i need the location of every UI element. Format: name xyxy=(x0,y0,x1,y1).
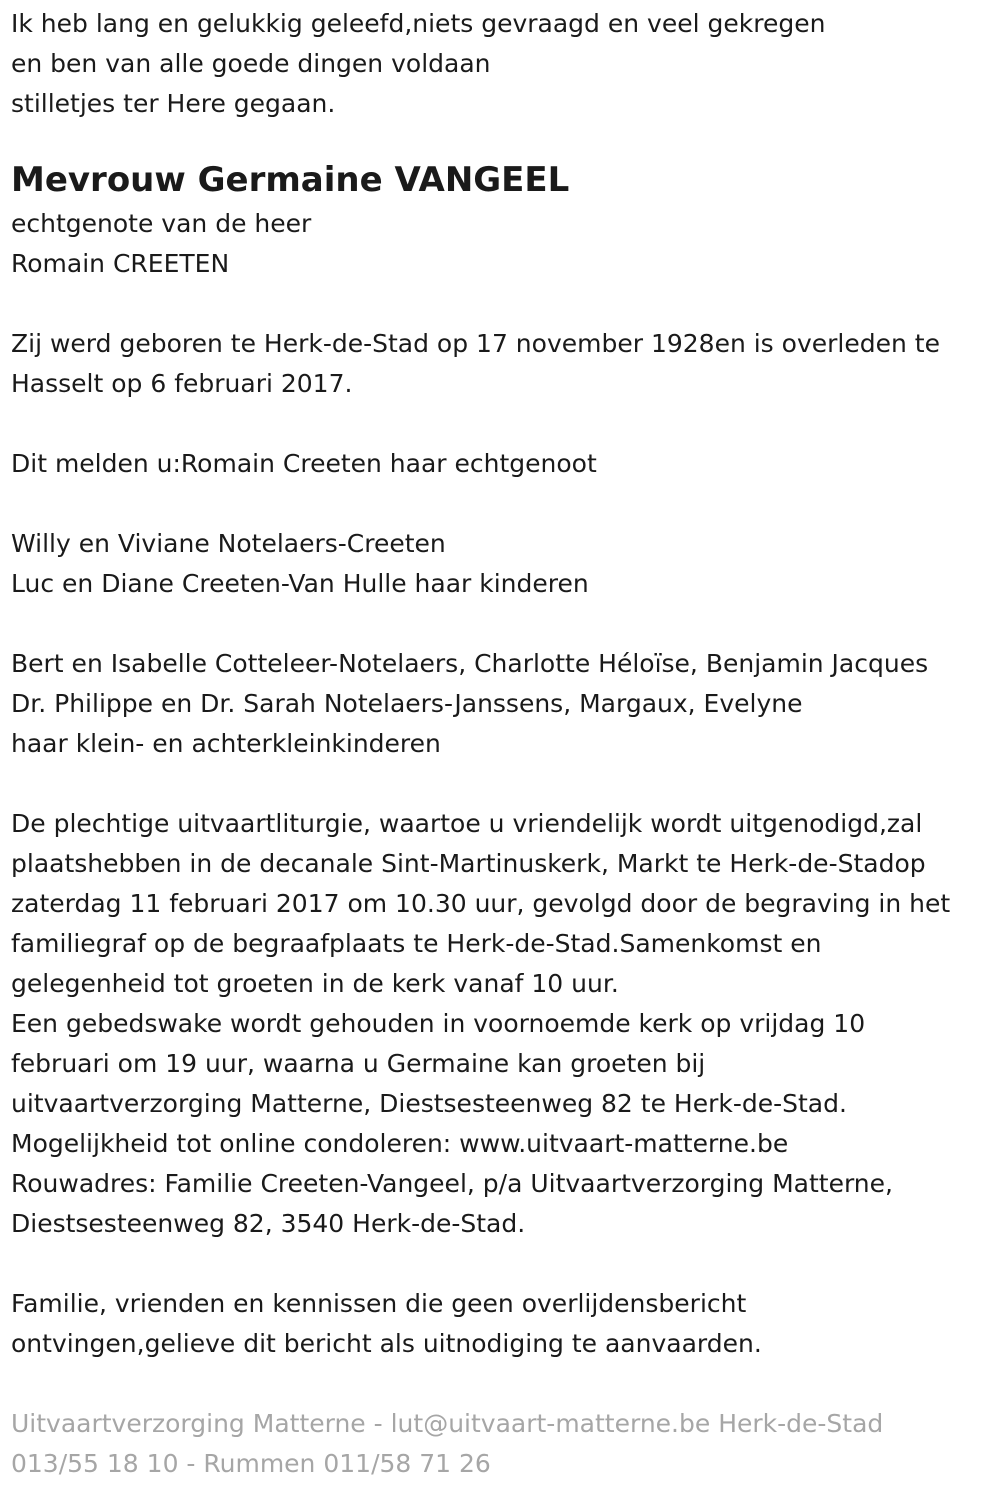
ceremony-line: De plechtige uitvaartliturgie, waartoe u vriendelijk wordt uitgenodigd,zal xyxy=(11,809,923,838)
ceremony-line: gelegenheid tot groeten in de kerk vanaf 10 uur. xyxy=(11,969,619,998)
ceremony-line: februari om 19 uur, waarna u Germaine kan groeten bij xyxy=(11,1049,706,1078)
spacer xyxy=(11,484,996,524)
funeral-home-footer xyxy=(11,1404,996,1484)
footer-line: Uitvaartverzorging Matterne - lut@uitvaart-matterne.be Herk-de-Stad xyxy=(11,1409,884,1438)
spacer xyxy=(11,404,996,444)
grandchildren-line: Bert en Isabelle Cotteleer-Notelaers, Charlotte Héloïse, Benjamin Jacques xyxy=(11,649,929,678)
footer-line: 013/55 18 10 - Rummen 011/58 71 26 xyxy=(11,1449,491,1478)
spacer xyxy=(11,764,996,804)
closing-line: Familie, vrienden en kennissen die geen overlijdensbericht xyxy=(11,1289,747,1318)
spacer xyxy=(11,124,996,156)
poem-line: stilletjes ter Here gegaan. xyxy=(11,89,336,118)
announcer-spouse: Dit melden u:Romain Creeten haar echtgenoot xyxy=(11,449,597,478)
spacer xyxy=(11,1364,996,1404)
poem-line: Ik heb lang en gelukkig geleefd,niets gevraagd en veel gekregen xyxy=(11,9,826,38)
children-line: Willy en Viviane Notelaers-Creeten xyxy=(11,529,446,558)
ceremony-line: zaterdag 11 februari 2017 om 10.30 uur, gevolgd door de begraving in het xyxy=(11,889,951,918)
ceremony-line: plaatshebben in de decanale Sint-Martinuskerk, Markt te Herk-de-Stadop xyxy=(11,849,926,878)
spacer xyxy=(11,604,996,644)
ceremony-line: familiegraf op de begraafplaats te Herk-de-Stad.Samenkomst en xyxy=(11,929,822,958)
spouse-info xyxy=(11,204,996,284)
children-list xyxy=(11,524,996,604)
poem-line: en ben van alle goede dingen voldaan xyxy=(11,49,491,78)
spouse-line: echtgenote van de heer xyxy=(11,209,312,238)
ceremony-line: uitvaartverzorging Matterne, Diestsesteenweg 82 te Herk-de-Stad. xyxy=(11,1089,847,1118)
death-notice xyxy=(11,4,996,1484)
ceremony-line: Een gebedswake wordt gehouden in voornoemde kerk op vrijdag 10 xyxy=(11,1009,866,1038)
spacer xyxy=(11,284,996,324)
ceremony-line: Rouwadres: Familie Creeten-Vangeel, p/a Uitvaartverzorging Matterne, xyxy=(11,1169,893,1198)
ceremony-line: Mogelijkheid tot online condoleren: www.uitvaart-matterne.be xyxy=(11,1129,789,1158)
grandchildren-line: haar klein- en achterkleinkinderen xyxy=(11,729,441,758)
ceremony-line: Diestsesteenweg 82, 3540 Herk-de-Stad. xyxy=(11,1209,526,1238)
spacer xyxy=(11,1244,996,1284)
closing-note xyxy=(11,1284,996,1364)
poem xyxy=(11,4,996,124)
birth-death-line: Hasselt op 6 februari 2017. xyxy=(11,369,353,398)
grandchildren-list xyxy=(11,644,996,764)
birth-death-info xyxy=(11,324,996,404)
spouse-line: Romain CREETEN xyxy=(11,249,230,278)
birth-death-line: Zij werd geboren te Herk-de-Stad op 17 november 1928en is overleden te xyxy=(11,329,940,358)
children-line: Luc en Diane Creeten-Van Hulle haar kinderen xyxy=(11,569,589,598)
closing-line: ontvingen,gelieve dit bericht als uitnodiging te aanvaarden. xyxy=(11,1329,762,1358)
deceased-name: Mevrouw Germaine VANGEEL xyxy=(11,160,570,200)
ceremony-details xyxy=(11,804,996,1244)
grandchildren-line: Dr. Philippe en Dr. Sarah Notelaers-Janssens, Margaux, Evelyne xyxy=(11,689,803,718)
